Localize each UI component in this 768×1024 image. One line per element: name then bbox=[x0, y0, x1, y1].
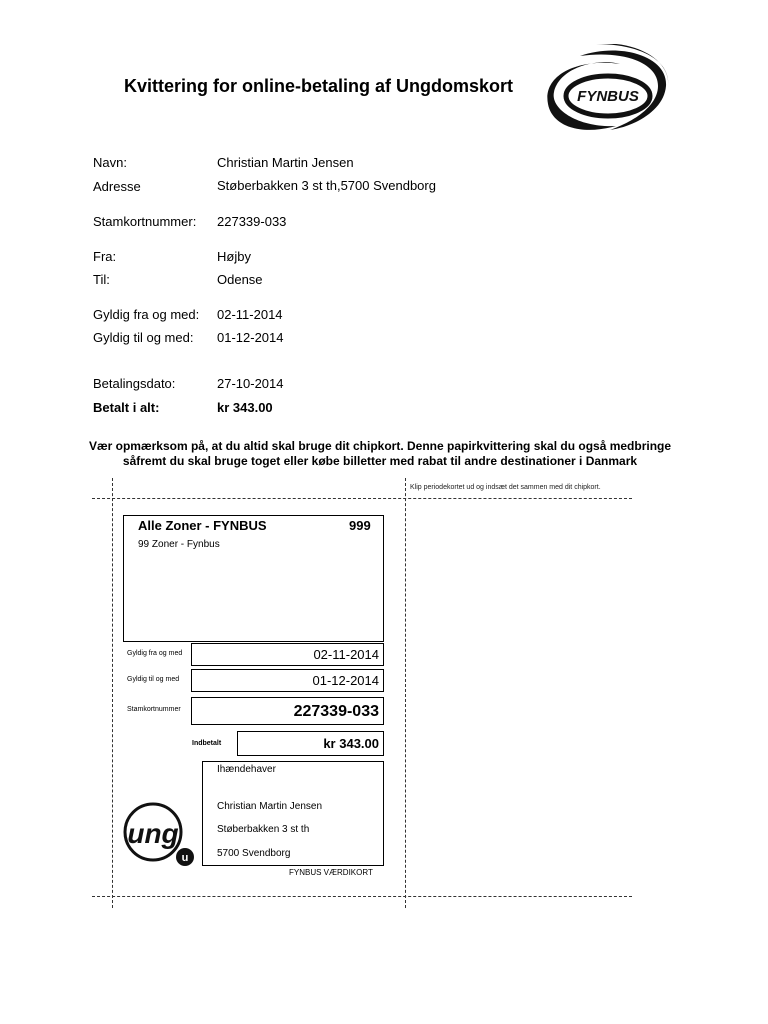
from-label: Fra: bbox=[93, 249, 117, 264]
from-value: Højby bbox=[217, 249, 251, 264]
page-title: Kvittering for online-betaling af Ungdomskort bbox=[124, 76, 514, 96]
name-value: Christian Martin Jensen bbox=[217, 155, 354, 170]
fynbus-logo bbox=[540, 44, 670, 148]
holder-label: Ihændehaver bbox=[217, 764, 276, 775]
cut-instruction: Klip periodekortet ud og indsæt det sammen med dit chipkort. bbox=[410, 484, 601, 491]
valid-from-value: 02-11-2014 bbox=[217, 307, 283, 322]
cut-line-bottom bbox=[92, 896, 632, 897]
card-indbetalt-label: Indbetalt bbox=[192, 740, 222, 747]
valid-from-label: Gyldig fra og med: bbox=[93, 307, 200, 322]
stamkort-label: Stamkortnummer: bbox=[93, 214, 197, 229]
cut-line-left bbox=[112, 478, 113, 908]
ung-logo bbox=[120, 798, 200, 870]
to-value: Odense bbox=[217, 272, 263, 287]
payment-date-label: Betalingsdato: bbox=[93, 376, 176, 391]
holder-city: 5700 Svendborg bbox=[217, 848, 291, 859]
cut-line-right bbox=[405, 478, 406, 908]
address-value: Støberbakken 3 st th,5700 Svendborg bbox=[217, 178, 436, 193]
zone-title: Alle Zoner - FYNBUS bbox=[138, 518, 267, 533]
card-stamkort-value: 227339-033 bbox=[191, 697, 384, 725]
card-footer: FYNBUS VÆRDIKORT bbox=[289, 868, 373, 877]
card-valid-from-label: Gyldig fra og med bbox=[127, 650, 183, 657]
notice bbox=[60, 439, 700, 469]
stamkort-value: 227339-033 bbox=[217, 214, 287, 229]
card-stamkort-label: Stamkortnummer bbox=[127, 706, 181, 713]
to-label: Til: bbox=[93, 272, 110, 287]
card-valid-to-label: Gyldig til og med bbox=[127, 676, 180, 683]
ung-logo-badge: u bbox=[181, 852, 189, 864]
holder-name: Christian Martin Jensen bbox=[217, 801, 323, 812]
valid-to-label: Gyldig til og med: bbox=[93, 330, 194, 345]
total-paid-value: kr 343.00 bbox=[217, 400, 273, 415]
payment-date-value: 27-10-2014 bbox=[217, 376, 284, 391]
fynbus-logo-text: FYNBUS bbox=[577, 88, 639, 105]
card-valid-to-value: 01-12-2014 bbox=[191, 669, 384, 692]
cut-line-top bbox=[92, 498, 632, 499]
holder-street: Støberbakken 3 st th bbox=[217, 824, 310, 835]
ung-logo-text: ung bbox=[127, 818, 179, 849]
valid-to-value: 01-12-2014 bbox=[217, 330, 284, 345]
name-label: Navn: bbox=[93, 155, 127, 170]
total-paid-label: Betalt i alt: bbox=[93, 400, 160, 415]
notice-line-2: såfremt du skal bruge toget eller købe billetter med rabat til andre destinationer i Danmark bbox=[122, 454, 638, 468]
notice-line-1: Vær opmærksom på, at du altid skal bruge dit chipkort. Denne papirkvittering skal du også medbringe bbox=[88, 439, 672, 453]
card-valid-from-value: 02-11-2014 bbox=[191, 643, 384, 666]
zone-box bbox=[123, 515, 384, 642]
address-label: Adresse bbox=[93, 179, 141, 194]
zone-number: 999 bbox=[349, 518, 371, 533]
card-indbetalt-value: kr 343.00 bbox=[237, 731, 384, 756]
zone-subtitle: 99 Zoner - Fynbus bbox=[138, 539, 220, 550]
